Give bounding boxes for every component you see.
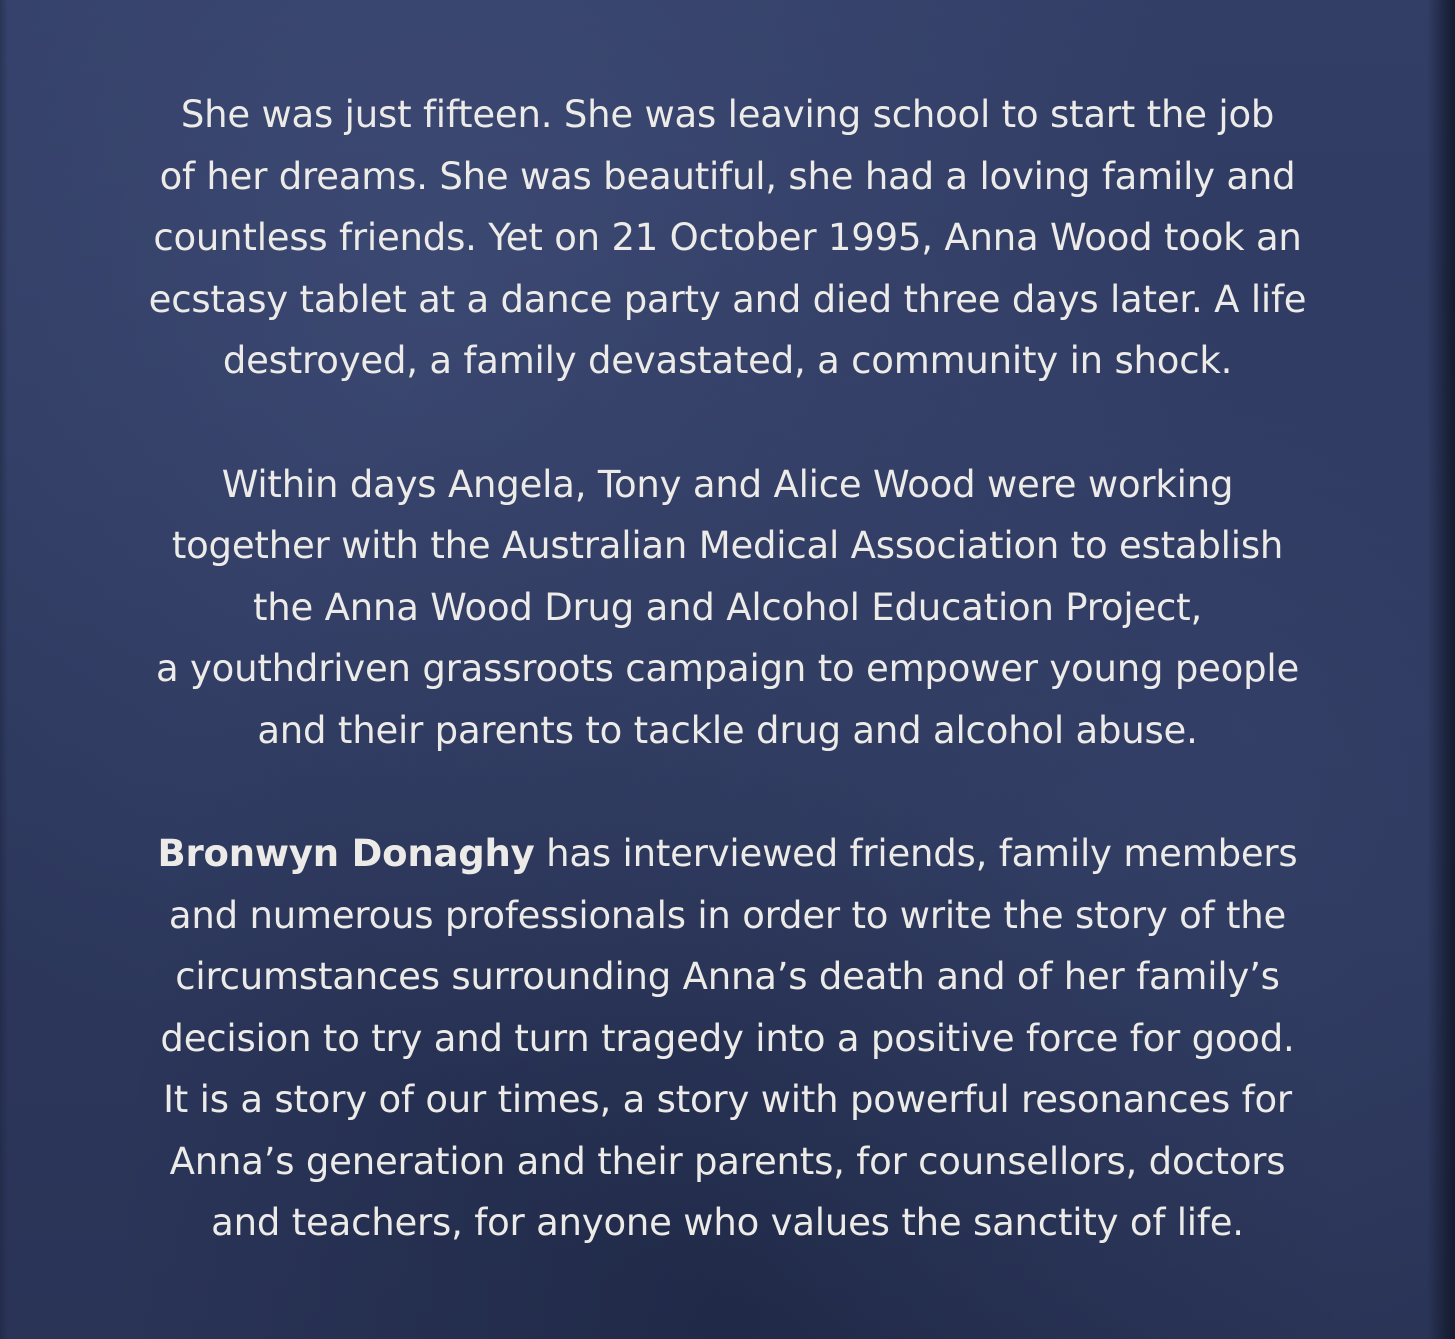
blurb-line: decision to try and turn tragedy into a positive force for good. <box>160 1016 1295 1060</box>
blurb-line: of her dreams. She was beautiful, she had a loving family and <box>159 154 1296 198</box>
blurb-line: a youthdriven grassroots campaign to empower young people <box>155 647 1300 690</box>
blurb-paragraph-2 <box>60 454 1395 762</box>
blurb-line: ecstasy tablet at a dance party and died three days later. A life <box>148 277 1307 321</box>
blurb-paragraph-1 <box>60 84 1395 392</box>
blurb-line <box>60 823 1395 885</box>
blurb-paragraph-3 <box>60 823 1395 1254</box>
blurb-line: destroyed, a family devastated, a community in shock. <box>222 339 1233 382</box>
blurb-line: together with the Australian Medical Association to establish <box>171 524 1284 567</box>
back-cover-blurb <box>60 84 1395 1254</box>
author-name: Bronwyn Donaghy <box>157 832 535 875</box>
blurb-line: Anna’s generation and their parents, for counsellors, doctors <box>169 1139 1286 1183</box>
blurb-line: countless friends. Yet on 21 October 1995, Anna Wood took an <box>153 216 1302 259</box>
blurb-line: and teachers, for anyone who values the sanctity of life. <box>211 1201 1244 1244</box>
blurb-line-text: has interviewed friends, family members <box>534 832 1298 875</box>
blurb-line: and their parents to tackle drug and alcohol abuse. <box>257 708 1198 752</box>
blurb-line: circumstances surrounding Anna’s death and of her family’s <box>175 955 1280 998</box>
blurb-line: the Anna Wood Drug and Alcohol Education Project, <box>252 585 1203 629</box>
blurb-line: and numerous professionals in order to write the story of the <box>168 893 1287 937</box>
cover-left-edge-shadow <box>0 0 8 1339</box>
blurb-line: It is a story of our times, a story with powerful resonances for <box>163 1078 1292 1121</box>
blurb-line: She was just fifteen. She was leaving school to start the job <box>180 93 1275 136</box>
blurb-line: Within days Angela, Tony and Alice Wood were working <box>221 462 1234 506</box>
cover-spine-edge <box>1427 0 1455 1339</box>
